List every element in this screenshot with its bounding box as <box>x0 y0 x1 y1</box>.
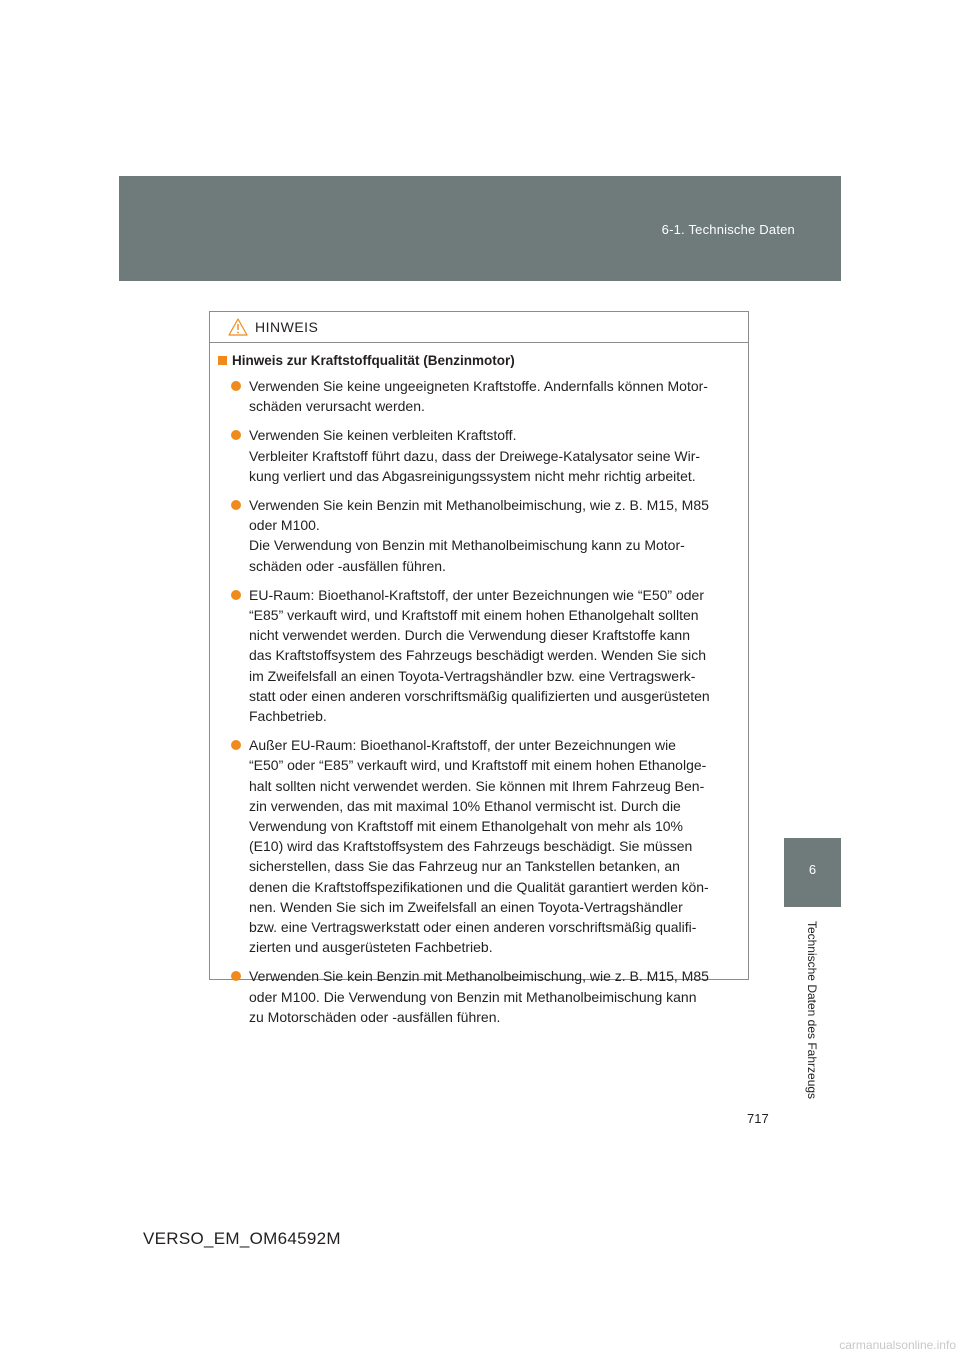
item-text-line: “E85” verkauft wird, und Kraftstoff mit einem hohen Ethanolgehalt sollten <box>249 607 699 624</box>
item-text-line: Verwenden Sie kein Benzin mit Methanolbeimischung, wie z. B. M15, M85 <box>249 497 709 514</box>
item-text-line: schäden oder -ausfällen führen. <box>249 557 446 574</box>
chapter-tab[interactable] <box>784 838 841 907</box>
section-title: 6-1. Technische Daten <box>661 222 795 237</box>
item-text-line: das Kraftstoffsystem des Fahrzeugs beschädigt werden. Wenden Sie sich <box>249 647 707 664</box>
list-item <box>218 376 742 416</box>
round-bullet-icon <box>231 971 241 981</box>
item-text-line: Außer EU-Raum: Bioethanol-Kraftstoff, der unter Bezeichnungen wie <box>249 737 676 754</box>
item-text-line: sicherstellen, dass Sie das Fahrzeug nur an Tankstellen betanken, an <box>249 858 680 875</box>
item-text-line: zin verwenden, das mit maximal 10% Ethanol vermischt ist. Durch die <box>249 797 681 814</box>
round-bullet-icon <box>231 590 241 600</box>
round-bullet-icon <box>231 740 241 750</box>
chapter-label: Technische Daten des Fahrzeugs <box>805 920 819 1100</box>
item-text-line: schäden verursacht werden. <box>249 398 425 415</box>
item-text-line: oder M100. <box>249 517 320 534</box>
item-text-line: Die Verwendung von Benzin mit Methanolbeimischung kann zu Motor- <box>249 537 685 554</box>
round-bullet-icon <box>231 381 241 391</box>
notice-title: HINWEIS <box>255 319 319 335</box>
notice-header <box>210 312 748 343</box>
item-text-line: Verwenden Sie keinen verbleiten Kraftstoff. <box>249 427 517 444</box>
notice-body <box>210 343 748 1027</box>
document-code: VERSO_EM_OM64592M <box>143 1229 341 1248</box>
page-number: 717 <box>747 1111 769 1126</box>
list-item <box>218 966 742 1027</box>
list-item <box>218 735 742 957</box>
notice-list <box>218 376 742 1027</box>
item-text-line: nen. Wenden Sie sich im Zweifelsfall an einen Toyota-Vertragshändler <box>249 898 683 915</box>
item-text-line: (E10) wird das Kraftstoffsystem des Fahrzeugs beschädigt. Sie müssen <box>249 838 693 855</box>
item-text-line: zu Motorschäden oder -ausfällen führen. <box>249 1008 501 1025</box>
item-text-line: Verbleiter Kraftstoff führt dazu, dass der Dreiwege-Katalysator seine Wir- <box>249 447 701 464</box>
list-item <box>218 425 742 486</box>
item-text-line: kung verliert und das Abgasreinigungssystem nicht mehr richtig arbeitet. <box>249 467 696 484</box>
round-bullet-icon <box>231 430 241 440</box>
watermark: carmanualsonline.info <box>839 1338 956 1352</box>
notice-box <box>209 311 749 1025</box>
item-text-line: statt oder einen anderen vorschriftsmäßig qualifizierten und ausgerüsteten <box>249 687 710 704</box>
item-text-line: EU-Raum: Bioethanol-Kraftstoff, der unter Bezeichnungen wie “E50” oder <box>249 586 704 603</box>
list-item <box>218 495 742 576</box>
item-text-line: Verwendung von Kraftstoff mit einem Ethanolgehalt von mehr als 10% <box>249 818 683 835</box>
item-text-line: bzw. eine Vertragswerkstatt oder einen anderen vorschriftsmäßig qualifi- <box>249 919 697 936</box>
item-text-line: nicht verwendet werden. Durch die Verwendung dieser Kraftstoffe kann <box>249 627 690 644</box>
item-text-line: im Zweifelsfall an einen Toyota-Vertragshändler bzw. eine Vertragswerk- <box>249 667 696 684</box>
item-text-line: denen die Kraftstoffspezifikationen und die Qualität garantiert werden kön- <box>249 878 709 895</box>
warning-triangle-icon <box>228 318 248 336</box>
item-text-line: halt sollten nicht verwendet werden. Sie können mit Ihrem Fahrzeug Ben- <box>249 777 705 794</box>
item-text-line: Verwenden Sie kein Benzin mit Methanolbeimischung, wie z. B. M15, M85 <box>249 968 709 985</box>
item-text-line: Verwenden Sie keine ungeeigneten Kraftstoffe. Andernfalls können Motor- <box>249 378 708 394</box>
round-bullet-icon <box>231 500 241 510</box>
square-bullet-icon <box>218 356 227 365</box>
item-text-line: Fachbetrieb. <box>249 708 327 725</box>
header-band <box>119 176 841 281</box>
section-heading <box>218 353 742 368</box>
section-heading-text: Hinweis zur Kraftstoffqualität (Benzinmotor) <box>232 353 515 368</box>
chapter-number: 6 <box>808 862 817 877</box>
item-text-line: oder M100. Die Verwendung von Benzin mit Methanolbeimischung kann <box>249 988 697 1005</box>
list-item <box>218 585 742 726</box>
item-text-line: “E50” oder “E85” verkauft wird, und Kraftstoff mit einem hohen Ethanolge- <box>249 757 707 774</box>
item-text-line: zierten und ausgerüsteten Fachbetrieb. <box>249 939 493 956</box>
